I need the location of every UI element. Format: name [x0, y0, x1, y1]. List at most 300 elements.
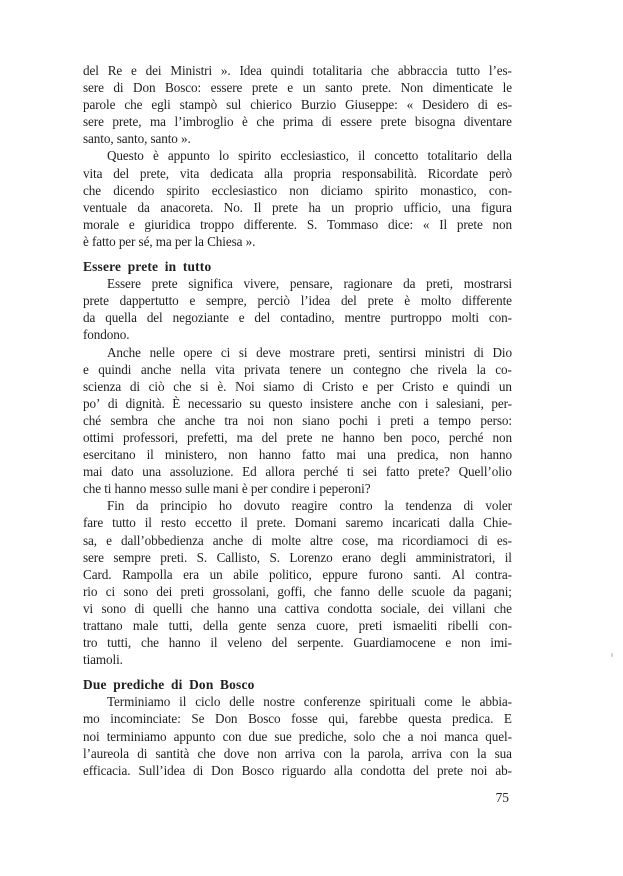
word: e — [238, 310, 245, 326]
word: ricordiamoci — [402, 532, 469, 548]
word: totalitaria — [312, 63, 363, 78]
word: a — [407, 728, 414, 744]
word: preti — [390, 412, 414, 428]
paragraph — [83, 62, 512, 147]
word: i — [424, 395, 429, 411]
word: un — [498, 378, 512, 394]
word: siamo — [263, 378, 295, 394]
word: con — [450, 745, 469, 761]
word: ha — [308, 199, 321, 215]
text-line — [83, 182, 512, 199]
word: cuore, — [316, 618, 349, 633]
word: diciamo — [320, 182, 363, 198]
word: arriva — [411, 745, 442, 761]
page-number: 75 — [495, 789, 509, 805]
word: ma — [377, 532, 394, 548]
text-line — [83, 446, 512, 463]
word: Quell’olio — [458, 464, 512, 480]
word: predica, — [397, 447, 439, 463]
word: con- — [488, 310, 512, 326]
word: fare — [83, 515, 104, 531]
word: non — [228, 447, 248, 463]
word: e — [128, 216, 135, 232]
word: furono — [368, 566, 403, 582]
word: l’aureola — [83, 745, 129, 761]
word: abbia- — [479, 694, 512, 710]
text-line — [83, 566, 512, 583]
section-heading: Due prediche di Don Bosco — [83, 677, 255, 693]
word: è — [404, 293, 410, 309]
word: noi — [470, 762, 488, 778]
word: delle — [229, 694, 255, 710]
word: ché — [83, 412, 102, 428]
word: Se — [191, 711, 205, 727]
word: preti — [358, 618, 383, 633]
word: ufficio, — [403, 199, 442, 215]
word: Chie- — [483, 515, 512, 531]
word: ho — [218, 498, 232, 514]
word: alla — [264, 165, 283, 181]
word: concetto — [374, 148, 419, 164]
word: di — [107, 395, 118, 411]
word: fatto — [301, 447, 326, 463]
text-line — [83, 309, 512, 326]
text-line — [83, 429, 512, 446]
word: predica. — [451, 711, 494, 727]
word: ci — [220, 344, 231, 360]
word: molti — [451, 310, 479, 326]
word: fosse — [291, 711, 318, 727]
text-line — [83, 395, 512, 412]
word: della — [486, 148, 512, 164]
word: prete — [380, 114, 407, 130]
word: ecclesiastico, — [280, 148, 349, 164]
word: noi — [83, 728, 100, 744]
word: prete, — [112, 114, 142, 130]
word: era — [183, 566, 199, 582]
word: quindi — [270, 63, 304, 78]
word: come — [424, 694, 453, 710]
word: Rampolla — [122, 566, 173, 582]
word: deve — [256, 344, 281, 360]
word: ecclesiastico — [211, 182, 278, 198]
word: una — [257, 600, 277, 616]
word: da — [403, 276, 416, 292]
word: Don — [211, 762, 234, 778]
word: sue — [274, 728, 292, 744]
word: prete — [286, 429, 313, 445]
word: tenere — [289, 361, 322, 377]
word: quelli — [152, 600, 183, 616]
word: essere — [340, 114, 372, 130]
word: Al — [451, 566, 465, 582]
word: tra — [224, 412, 238, 428]
word: dove — [223, 745, 249, 761]
word: cattiva — [284, 600, 320, 616]
word: tempo — [438, 412, 471, 428]
word: spirito — [166, 182, 200, 198]
word: santi. — [413, 566, 442, 582]
word: un — [331, 199, 345, 215]
word: un — [302, 80, 316, 96]
word: ragionare — [343, 276, 393, 292]
word: con — [398, 395, 418, 411]
text-line — [83, 361, 512, 378]
word: contra- — [475, 566, 512, 582]
word: mai — [336, 447, 357, 463]
word: abile — [233, 566, 259, 582]
word: su — [249, 395, 261, 411]
word: e — [189, 293, 196, 309]
word: di — [193, 762, 204, 778]
word: mo — [83, 711, 100, 727]
word: non — [461, 635, 481, 651]
text-line — [83, 216, 512, 233]
word: figura — [481, 199, 512, 215]
word: che — [83, 182, 102, 198]
word: e — [362, 378, 369, 394]
word: es- — [496, 532, 512, 548]
word: allora — [265, 464, 295, 480]
word: e — [442, 378, 449, 394]
word: dato — [111, 464, 134, 480]
word: prete — [271, 199, 298, 215]
word: la — [477, 745, 487, 761]
word: scuole — [411, 583, 445, 599]
text-line — [83, 762, 512, 779]
word: che — [256, 114, 275, 130]
word: Fin — [107, 498, 125, 514]
word: hanno — [480, 447, 512, 463]
word: E — [503, 711, 512, 727]
word: conferenze — [303, 694, 361, 710]
word: Bosco — [241, 762, 275, 778]
text-line — [83, 693, 512, 710]
word: una — [367, 447, 386, 463]
word: resto — [160, 515, 186, 531]
word: del — [261, 429, 278, 445]
word: preti. — [160, 549, 188, 565]
word: condotta — [360, 762, 406, 778]
word: la — [384, 498, 394, 514]
word: del — [254, 310, 271, 326]
word: non — [289, 182, 309, 198]
word: No. — [223, 199, 243, 215]
text-line — [83, 514, 512, 531]
word: è. — [217, 378, 227, 394]
text-line — [83, 165, 512, 182]
word: sono — [101, 600, 127, 616]
text-line — [83, 710, 512, 727]
word: di — [134, 600, 145, 616]
word: perciò — [257, 293, 290, 309]
text-line: tiamoli. — [83, 652, 123, 668]
word: ci — [105, 583, 116, 599]
word: siano — [302, 412, 330, 428]
word: gente — [238, 618, 267, 633]
text-line — [83, 728, 512, 745]
word: che — [493, 600, 512, 616]
word: prete — [456, 216, 483, 232]
word: che — [173, 378, 192, 394]
word: non — [257, 745, 277, 761]
word: prete. — [256, 515, 286, 531]
word: da — [137, 199, 150, 215]
word: la — [476, 361, 486, 377]
word: contegno — [353, 361, 401, 377]
word: del — [113, 165, 130, 181]
word: i — [377, 412, 381, 428]
word: per — [376, 378, 394, 394]
word: una — [142, 464, 162, 480]
word: perché — [303, 464, 339, 480]
word: sempre — [113, 549, 151, 565]
word: goffi, — [277, 583, 306, 599]
text-line — [83, 199, 512, 216]
word: prete — [151, 276, 178, 292]
word: Giuseppe: — [345, 97, 398, 113]
word: le — [502, 80, 512, 96]
word: Sull’idea — [138, 762, 186, 778]
word: prete, — [139, 165, 169, 181]
scan-speck-artifact — [611, 653, 613, 657]
word: di — [303, 378, 314, 394]
word: e — [445, 635, 452, 651]
word: negoziante — [172, 310, 229, 326]
word: un — [209, 566, 223, 582]
text-line — [83, 378, 512, 395]
word: prete — [83, 293, 109, 309]
word: ma — [236, 429, 253, 445]
word: differente — [461, 293, 512, 309]
word: con- — [488, 182, 512, 198]
word: hanno — [258, 447, 291, 463]
word: anche — [184, 412, 215, 428]
word: mai — [83, 464, 103, 480]
word: propria — [293, 165, 331, 181]
word: responsabilità. — [341, 165, 417, 181]
word: ribelli — [447, 618, 479, 633]
word: di — [321, 114, 332, 130]
word: del — [146, 310, 163, 326]
word: dedicata — [210, 165, 254, 181]
paragraph — [83, 147, 512, 250]
word: Non — [400, 80, 424, 96]
word: sei — [362, 464, 378, 480]
word: es- — [496, 97, 512, 113]
word: noi — [247, 412, 264, 428]
word: po’ — [83, 395, 101, 411]
word: vita — [83, 165, 103, 181]
word: Domani — [294, 515, 337, 531]
word: con- — [488, 618, 512, 633]
word: chierico — [250, 97, 292, 113]
word: di — [477, 97, 488, 113]
word: altre — [309, 532, 333, 548]
paragraph — [83, 275, 512, 343]
word: principio — [160, 498, 207, 514]
word: prefetti, — [187, 429, 228, 445]
word: l’imbroglio — [174, 114, 234, 130]
word: parola, — [367, 745, 404, 761]
word: e — [83, 361, 89, 377]
word: noi — [420, 728, 438, 744]
word: Lorenzo — [289, 549, 333, 565]
word: e — [106, 532, 112, 548]
word: sociale, — [380, 600, 420, 616]
word: diventare — [463, 114, 512, 130]
word: sembra — [110, 412, 148, 428]
word: rio — [83, 583, 98, 599]
word: il — [179, 694, 187, 710]
word: contadino, — [280, 310, 335, 326]
word: le — [461, 694, 471, 710]
text-line — [83, 463, 512, 480]
word: Don — [133, 80, 156, 96]
word: contro — [339, 498, 373, 514]
word: di — [129, 378, 140, 394]
text-line — [83, 583, 512, 600]
word: parole — [83, 97, 116, 113]
word: molto — [420, 293, 452, 309]
word: non — [449, 447, 470, 463]
word: saremo — [345, 515, 384, 531]
word: farebbe — [358, 711, 398, 727]
word: il — [210, 635, 218, 651]
word: monastico, — [420, 182, 477, 198]
word: che — [190, 600, 209, 616]
text-line — [83, 532, 512, 549]
word: significa — [188, 276, 233, 292]
word: dimenticate — [432, 80, 494, 96]
word: co- — [495, 361, 512, 377]
word: cose, — [342, 532, 369, 548]
word: poco, — [411, 429, 440, 445]
word: proprio — [354, 199, 394, 215]
word: appunto — [167, 148, 210, 164]
word: santità — [155, 745, 190, 761]
text-line — [83, 79, 512, 96]
word: arriva — [284, 745, 316, 761]
word: Cristo — [402, 378, 434, 394]
word: santo — [325, 80, 353, 96]
word: bisogna — [414, 114, 456, 130]
word: che — [157, 412, 176, 428]
word: imi- — [490, 635, 512, 651]
word: di — [137, 745, 148, 761]
word: salesiani, — [436, 395, 484, 411]
word: da — [453, 583, 466, 599]
word: tro — [83, 635, 98, 651]
text-line — [83, 549, 512, 566]
word: insistere — [310, 395, 354, 411]
word: sul — [226, 97, 242, 113]
word: nostre — [263, 694, 295, 710]
word: vita — [215, 361, 235, 377]
word: amministratori, — [415, 549, 496, 565]
word: ben — [383, 429, 403, 445]
word: del — [83, 63, 99, 78]
word: S. — [306, 216, 318, 232]
word: degli — [380, 549, 407, 565]
word: troppo — [200, 216, 234, 232]
word: anche — [360, 395, 391, 411]
word: Questo — [107, 148, 144, 164]
word: Noi — [235, 378, 255, 394]
word: male — [132, 618, 159, 633]
word: assoluzione. — [169, 464, 234, 480]
word: pagani; — [473, 583, 512, 599]
word: privata — [244, 361, 280, 377]
word: purtroppo — [390, 310, 442, 326]
word: « — [406, 97, 414, 113]
word: dicendo — [113, 182, 155, 198]
word: prete? — [418, 464, 450, 480]
text-line — [83, 412, 512, 429]
word: l’es- — [488, 63, 512, 78]
word: non — [273, 412, 293, 428]
word: ciò — [148, 378, 165, 394]
word: del — [271, 635, 288, 651]
word: senza — [276, 618, 306, 633]
word: vi — [83, 600, 94, 616]
word: rivela — [437, 361, 467, 377]
text-line — [83, 62, 512, 79]
word: Ed — [242, 464, 257, 480]
word: ottimi — [83, 429, 114, 445]
word: giuridica — [144, 216, 191, 232]
word: fatto — [385, 464, 410, 480]
word: Bosco: — [165, 80, 202, 96]
word: che — [410, 361, 429, 377]
word: terminiamo — [106, 728, 167, 744]
text-line: fondono. — [83, 327, 130, 343]
word: tutto — [112, 515, 136, 531]
word: ministero, — [164, 447, 218, 463]
text-line: è fatto per sé, ma per la Chiesa ». — [83, 233, 256, 249]
word: che — [140, 635, 159, 651]
word: ti — [346, 464, 354, 480]
word: efficacia. — [83, 762, 131, 778]
text-line — [83, 745, 512, 762]
word: prediche, — [298, 728, 347, 744]
word: Idea — [239, 63, 262, 78]
word: Don — [215, 711, 238, 727]
word: Re — [107, 63, 123, 78]
word: sere — [83, 549, 104, 565]
word: abbraccia — [397, 63, 448, 78]
word: Card. — [83, 566, 112, 582]
word: differente. — [243, 216, 298, 232]
word: prete — [436, 762, 463, 778]
word: politico, — [269, 566, 312, 582]
word: trattano — [83, 618, 123, 633]
word: del — [340, 293, 357, 309]
word: esercitano — [83, 447, 136, 463]
word: È — [172, 395, 181, 411]
word: essere — [210, 80, 243, 96]
word: perso: — [480, 412, 512, 428]
word: ». — [220, 63, 231, 78]
word: Il — [253, 199, 262, 215]
word: nelle — [149, 344, 175, 360]
word: ciclo — [195, 694, 221, 710]
word: ministri — [424, 344, 466, 360]
text-line — [83, 96, 512, 113]
word: Dio — [492, 344, 512, 360]
word: serpente. — [297, 635, 344, 651]
word: e — [287, 80, 293, 96]
